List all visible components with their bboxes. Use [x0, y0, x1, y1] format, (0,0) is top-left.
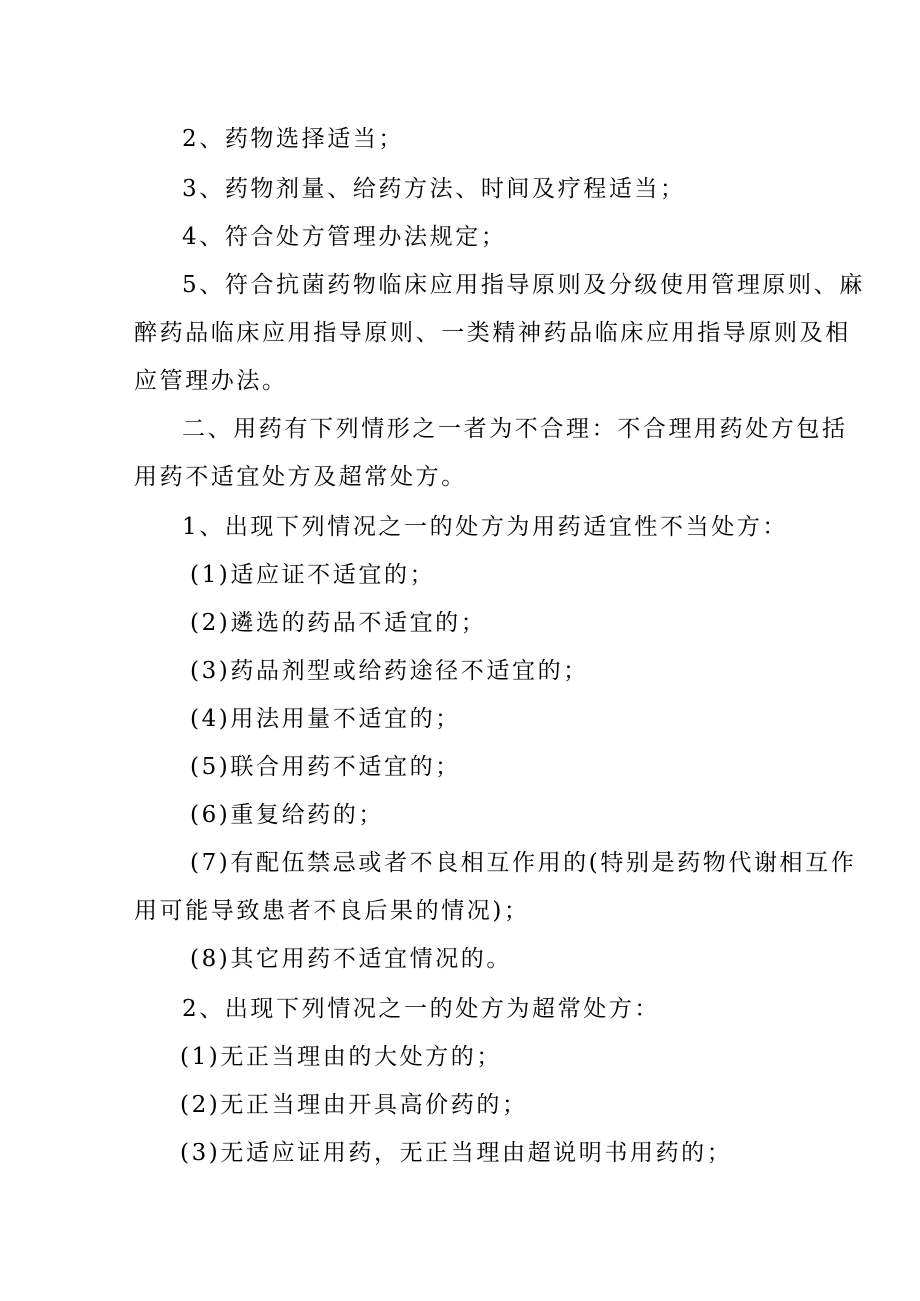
paragraph-line: 4、符合处方管理办法规定；	[182, 224, 507, 250]
list-item: (6)重复给药的；	[190, 802, 384, 828]
paragraph-line: 用可能导致患者不良后果的情况)；	[134, 898, 530, 924]
list-heading-line: 2、出现下列情况之一的处方为超常处方：	[182, 996, 661, 1022]
list-item: (1)适应证不适宜的；	[190, 562, 436, 588]
list-item: (7)有配伍禁忌或者不良相互作用的(特别是药物代谢相互作	[190, 850, 857, 876]
list-item: (3)药品剂型或给药途径不适宜的；	[190, 658, 589, 684]
list-item: (5)联合用药不适宜的；	[190, 754, 461, 780]
list-item: (1)无正当理由的大处方的；	[180, 1044, 502, 1070]
paragraph-line: 2、药物选择适当；	[182, 126, 405, 152]
paragraph-line: 应管理办法。	[134, 368, 288, 394]
list-item: (4)用法用量不适宜的；	[190, 706, 461, 732]
list-heading-line: 1、出现下列情况之一的处方为用药适宜性不当处方：	[182, 514, 789, 540]
paragraph-line: 醉药品临床应用指导原则、一类精神药品临床应用指导原则及相	[134, 320, 851, 346]
list-item: (2)遴选的药品不适宜的；	[190, 610, 487, 636]
list-item: (2)无正当理由开具高价药的；	[180, 1092, 528, 1118]
section-heading-line: 二、用药有下列情形之一者为不合理：不合理用药处方包括	[182, 416, 848, 442]
list-item: (3)无适应证用药，无正当理由超说明书用药的；	[180, 1140, 733, 1166]
list-item: (8)其它用药不适宜情况的。	[190, 946, 512, 972]
paragraph-line: 用药不适宜处方及超常处方。	[134, 464, 467, 490]
paragraph-line: 5、符合抗菌药物临床应用指导原则及分级使用管理原则、麻	[182, 272, 865, 298]
paragraph-line: 3、药物剂量、给药方法、时间及疗程适当；	[182, 176, 686, 202]
